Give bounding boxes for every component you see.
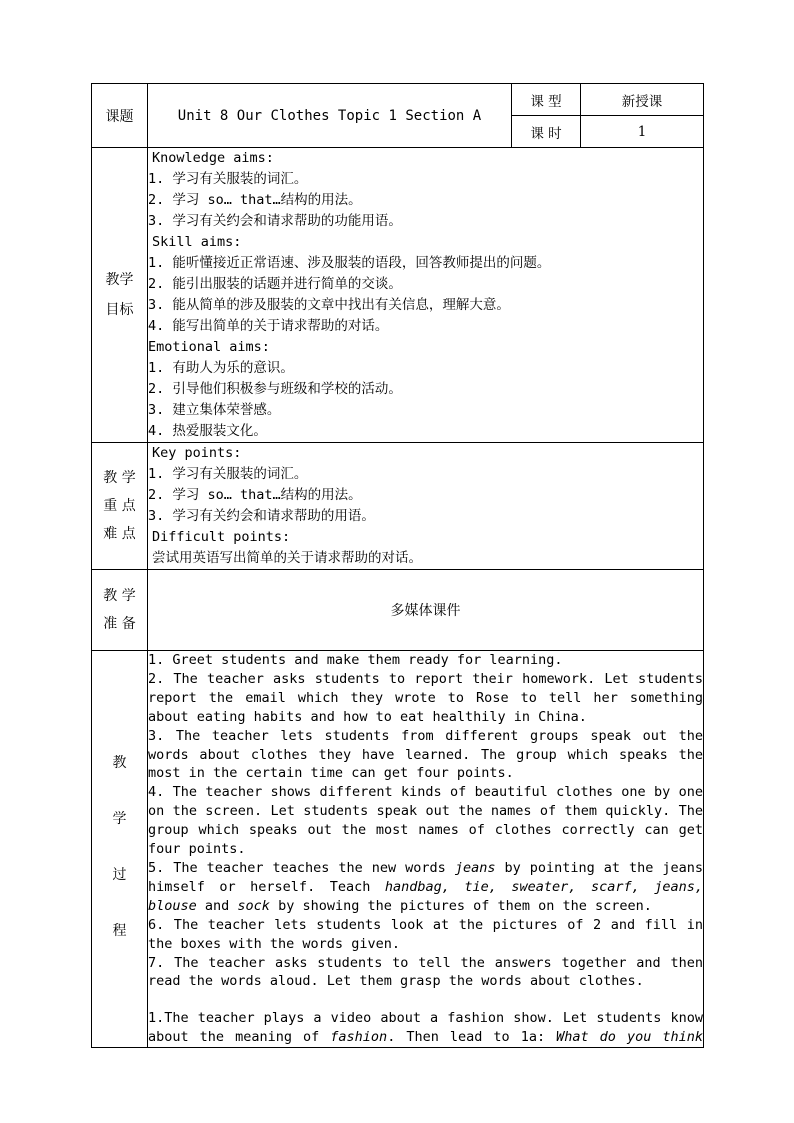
step-5-text-c: and (196, 897, 238, 914)
periods-label: 课 时 (512, 116, 581, 148)
emotional-item: 2. 引导他们积极参与班级和学校的活动。 (148, 381, 402, 397)
key-points-label-line1: 教 学 (103, 470, 136, 486)
key-points-label-line2: 重 点 (103, 498, 136, 514)
process-label-char: 教 (112, 755, 127, 772)
presentation-text-a: 1.The teacher plays a video about a fashion show. Let students know about the meaning of (148, 1010, 703, 1046)
lesson-type-value: 新授课 (581, 84, 704, 116)
paragraph-gap (148, 991, 703, 1009)
process-label-char: 程 (112, 923, 127, 940)
key-item: 1. 学习有关服装的词汇。 (148, 466, 308, 482)
difficult-text: 尝试用英语写出简单的关于请求帮助的对话。 (152, 550, 422, 566)
objectives-label (92, 148, 148, 443)
process-step-3: 3. The teacher lets students from different groups speak out the words about clothes they have learned. The group which speaks the most in the certain time can get four points. (148, 727, 703, 782)
topic-value: Unit 8 Our Clothes Topic 1 Section A (148, 84, 512, 148)
process-label-char: 过 (112, 867, 127, 884)
lesson-type-label: 课 型 (512, 84, 581, 116)
difficult-heading: Difficult points: (152, 529, 291, 545)
presentation-text-b: . Then lead to 1a: (387, 1029, 557, 1046)
knowledge-heading: Knowledge aims: (152, 150, 274, 166)
skill-item: 1. 能听懂接近正常语速、涉及服装的语段，回答教师提出的问题。 (148, 255, 551, 271)
fashion-word: fashion (330, 1029, 388, 1046)
objectives-content (148, 148, 704, 443)
knowledge-item: 2. 学习 so… that…结构的用法。 (148, 192, 362, 208)
key-points-content (148, 443, 704, 570)
presentation-step-1 (148, 1009, 703, 1047)
process-step-5 (148, 859, 703, 916)
preparation-value: 多媒体课件 (148, 570, 704, 651)
preparation-label (92, 570, 148, 651)
step-5-text-b: by pointing at the jeans himself or herself. Teach (148, 859, 703, 895)
process-step-6: 6. The teacher lets students look at the pictures of 2 and fill in the boxes with the words given. (148, 916, 703, 952)
objectives-label-line2: 目标 (105, 302, 134, 318)
knowledge-item: 1. 学习有关服装的词汇。 (148, 171, 308, 187)
emotional-item: 1. 有助人为乐的意识。 (148, 360, 294, 376)
presentation-question: What do you think (556, 1029, 703, 1046)
step-5-text-d: by showing the pictures of them on the screen. (269, 897, 652, 914)
step-5-word-list: handbag, tie, sweater, scarf, jeans, blouse (148, 878, 703, 914)
process-content (148, 651, 704, 1048)
periods-value: 1 (581, 116, 704, 148)
process-label (92, 651, 148, 1048)
process-step-4: 4. The teacher shows different kinds of beautiful clothes one by one on the screen. Let students speak out the names of them quickly. The group which speaks out the most names of clothes correctly can get four points. (148, 784, 703, 858)
preparation-label-line2: 准 备 (103, 616, 136, 632)
preparation-label-line1: 教 学 (103, 588, 136, 604)
key-item: 3. 学习有关约会和请求帮助的用语。 (148, 508, 375, 524)
skill-heading: Skill aims: (152, 234, 242, 250)
process-step-7: 7. The teacher asks students to tell the answers together and then read the words aloud. Let them grasp the words about clothes. (148, 954, 703, 990)
topic-label: 课题 (92, 84, 148, 148)
process-step-1: 1. Greet students and make them ready for learning. (148, 652, 563, 668)
skill-item: 4. 能写出简单的关于请求帮助的对话。 (148, 318, 389, 334)
process-step-2: 2. The teacher asks students to report their homework. Let students report the email which they wrote to Rose to tell her something about eating habits and how to eat healthily in China. (148, 670, 703, 725)
lesson-plan-table (91, 83, 704, 1048)
skill-item: 3. 能从简单的涉及服装的文章中找出有关信息，理解大意。 (148, 297, 510, 313)
emotional-item: 3. 建立集体荣誉感。 (148, 402, 281, 418)
emotional-item: 4. 热爱服装文化。 (148, 423, 267, 439)
step-5-sock: sock (237, 897, 270, 914)
key-points-label-line3: 难 点 (103, 526, 136, 542)
objectives-label-line1: 教学 (105, 272, 134, 288)
emotional-heading: Emotional aims: (148, 339, 270, 355)
step-5-text-a: 5. The teacher teaches the new words (148, 859, 455, 876)
knowledge-item: 3. 学习有关约会和请求帮助的功能用语。 (148, 213, 402, 229)
process-label-char: 学 (112, 811, 127, 828)
step-5-jeans: jeans (454, 859, 496, 876)
key-points-label (92, 443, 148, 570)
key-item: 2. 学习 so… that…结构的用法。 (148, 487, 362, 503)
key-heading: Key points: (152, 445, 242, 461)
skill-item: 2. 能引出服装的话题并进行简单的交谈。 (148, 276, 402, 292)
